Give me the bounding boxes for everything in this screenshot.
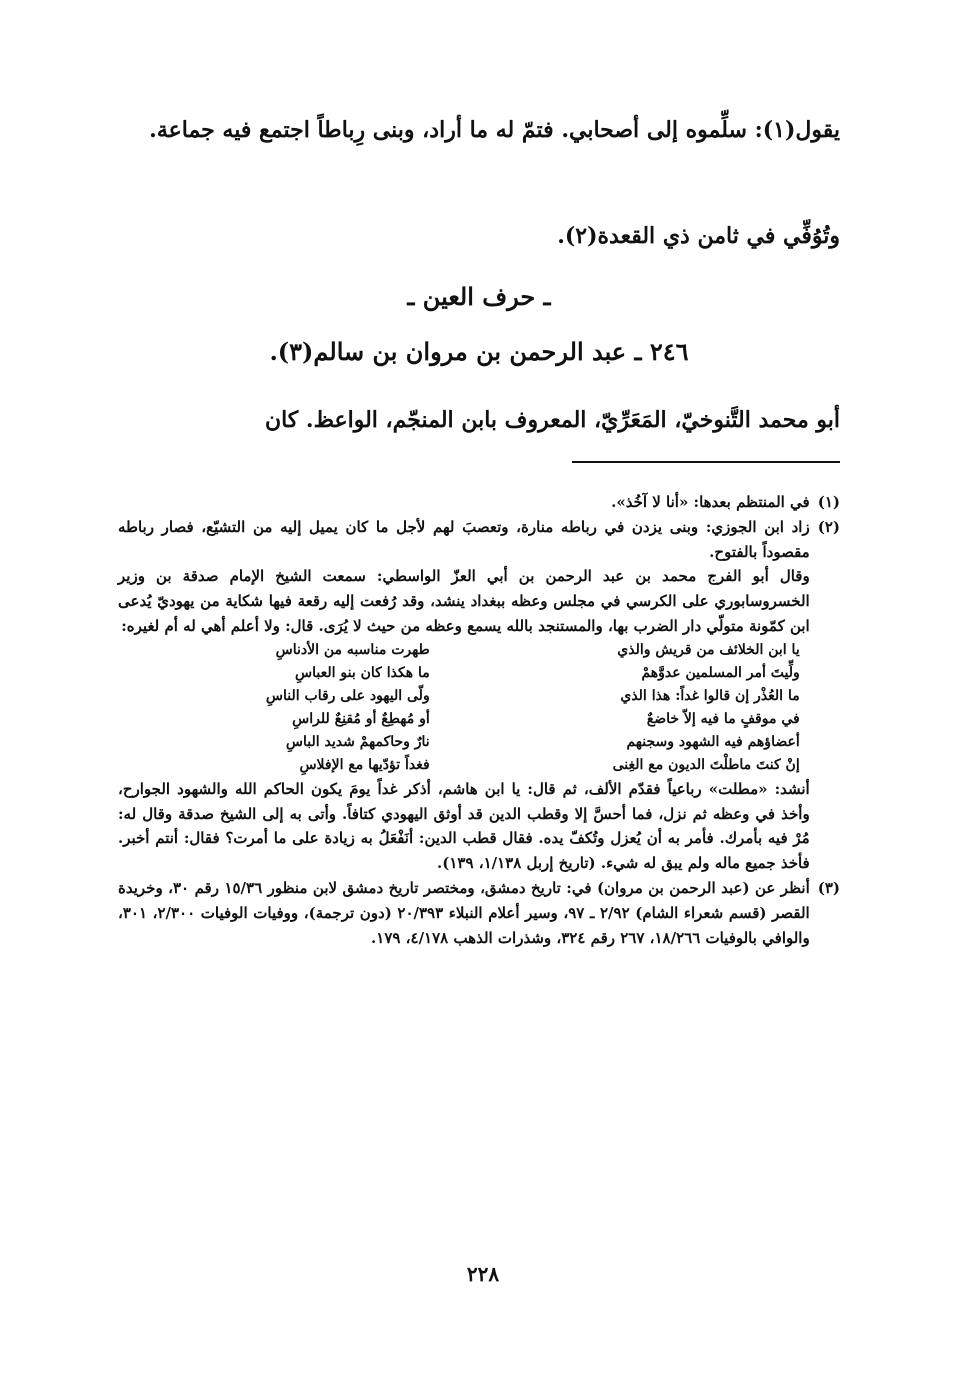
footnote-2	[118, 515, 840, 876]
poem-first-hemistich: أعضاؤهم فيه الشهود وسجنهم	[626, 733, 800, 750]
poem	[118, 639, 800, 777]
page-number: ٢٢٨	[466, 1262, 500, 1286]
poem-first-hemistich: ولِّيتَ أمر المسلمين عدوَّهمْ	[641, 664, 800, 681]
poem-second-hemistich: ما هكذا كان بنو العباسِ	[295, 664, 430, 681]
letter-section-heading-wrap	[118, 282, 840, 311]
body-paragraph-1: يقول(١): سلِّموه إلى أصحابي. فتمّ له ما أراد، وبنى رِباطاً اجتمع فيه جماعة.	[149, 117, 840, 143]
poem-second-hemistich: فغداً تؤدّيها مع الإفلاسِ	[299, 756, 430, 773]
poem-first-hemistich: ما العُذْر إن قالوا غداً: هذا الذي	[620, 687, 800, 704]
footnotes	[118, 490, 840, 950]
footnote-text: في المنتظم بعدها: «أنا لا آخُذ».	[611, 493, 810, 511]
footnote-text: زاد ابن الجوزي: وبنى يزدن في رباطه منارة، وتعصبَ لهم لأجل ما كان يميل إليه من التشيّع، فصار رباطه مقصوداً بالفتوح.	[118, 517, 810, 561]
footnote-body	[118, 515, 810, 876]
letter-section-heading: ـ حرف العين ـ	[407, 282, 551, 311]
footnote-paragraph: وقال أبو الفرج محمد بن عبد الرحمن بن أبي العزّ الواسطي: سمعت الشيخ الإمام صدقة بن وزير الخسروسابوري على الكرسي في مجلس وعظه ببغداد ينشد، وقد رُفعت إليه رقعة فيها شكاية من يهوديّ يُدعى ابن كمّونة متولّي دار الضرب بها، والمستنجد بالله يسمع وعظه من حيث لا يُرَى. قال: ولا أعلم أهي له أم لغيره:	[118, 567, 810, 635]
footnote-number: (٣)	[817, 878, 840, 897]
poem-second-hemistich: طهرت مناسبه من الأدناسِ	[275, 641, 430, 658]
body-paragraph-3: أبو محمد التَّنوخيّ، المَعَرِّيّ، المعروف بابن المنجّم، الواعظ. كان	[264, 407, 840, 433]
footnote-text: أنظر عن (عبد الرحمن بن مروان) في: تاريخ دمشق، ومختصر تاريخ دمشق لابن منظور ١٥/٣٦ رقم ٣٠، وخريدة القصر (قسم شعراء الشام) ٢/٩٢ ـ ٩٧، وسير أعلام النبلاء ٢٠/٣٩٣ (دون ترجمة)، ووفيات الوفيات ٢/٣٠٠، ٣٠١، والوافي بالوفيات ١٨/٢٦٦، ٢٦٧ رقم ٣٢٤، وشذرات الذهب ٤/١٧٨، ١٧٩.	[118, 878, 810, 947]
footnote-number: (١)	[817, 493, 840, 511]
footnote-paragraph: أنشد: «مطلت» رباعياً فقدّم الألف، ثم قال: يا ابن هاشم، أذكر غداً يومَ يكون الحاكم الله والشهود الجوارح، وأخذ في وعظه ثم نزل، فما أحسَّ إلا وقطب الدين قد أوثق اليهودي كتافاً. وأتى به إلى الشيخ صدقة وقال له: مُرْ فيه بأمرك. فأمر به أن يُعزل وتُكفّ يده. فقال قطب الدين: أنَفْعَلُ به زيادة على ما أمرت؟ فقال: أنتم أخبر. فأخذ جميع ماله ولم يبق له شيء. (تاريخ إربل ١/١٣٨، ١٣٩).	[118, 779, 810, 873]
poem-second-hemistich: نارٌ وحاكمهمْ شديد الباسِ	[285, 733, 430, 750]
entry-heading: ٢٤٦ ـ عبد الرحمن بن مروان بن سالم(٣).	[269, 337, 689, 366]
entry-heading-wrap	[118, 337, 840, 366]
footnote-separator	[572, 461, 840, 463]
footnote-3	[118, 876, 840, 950]
poem-first-hemistich: يا ابن الخلائف من قريش والذي	[617, 641, 800, 658]
poem-second-hemistich: أو مُهطِعٌ أو مُقنِعٌ للراسِ	[292, 710, 430, 727]
footnote-number: (٢)	[817, 517, 840, 536]
poem-first-hemistich: إنْ كنتَ ماطلْتَ الديون مع الغِنى	[612, 756, 800, 773]
body-paragraph-2: وتُوُفِّي في ثامن ذي القعدة(٢).	[557, 223, 840, 249]
poem-first-hemistich: في موقفٍ ما فيه إلاّ خاضعٌ	[646, 710, 800, 727]
footnote-1	[118, 490, 840, 515]
poem-second-hemistich: ولّى اليهود على رقاب الناسِ	[265, 687, 430, 704]
